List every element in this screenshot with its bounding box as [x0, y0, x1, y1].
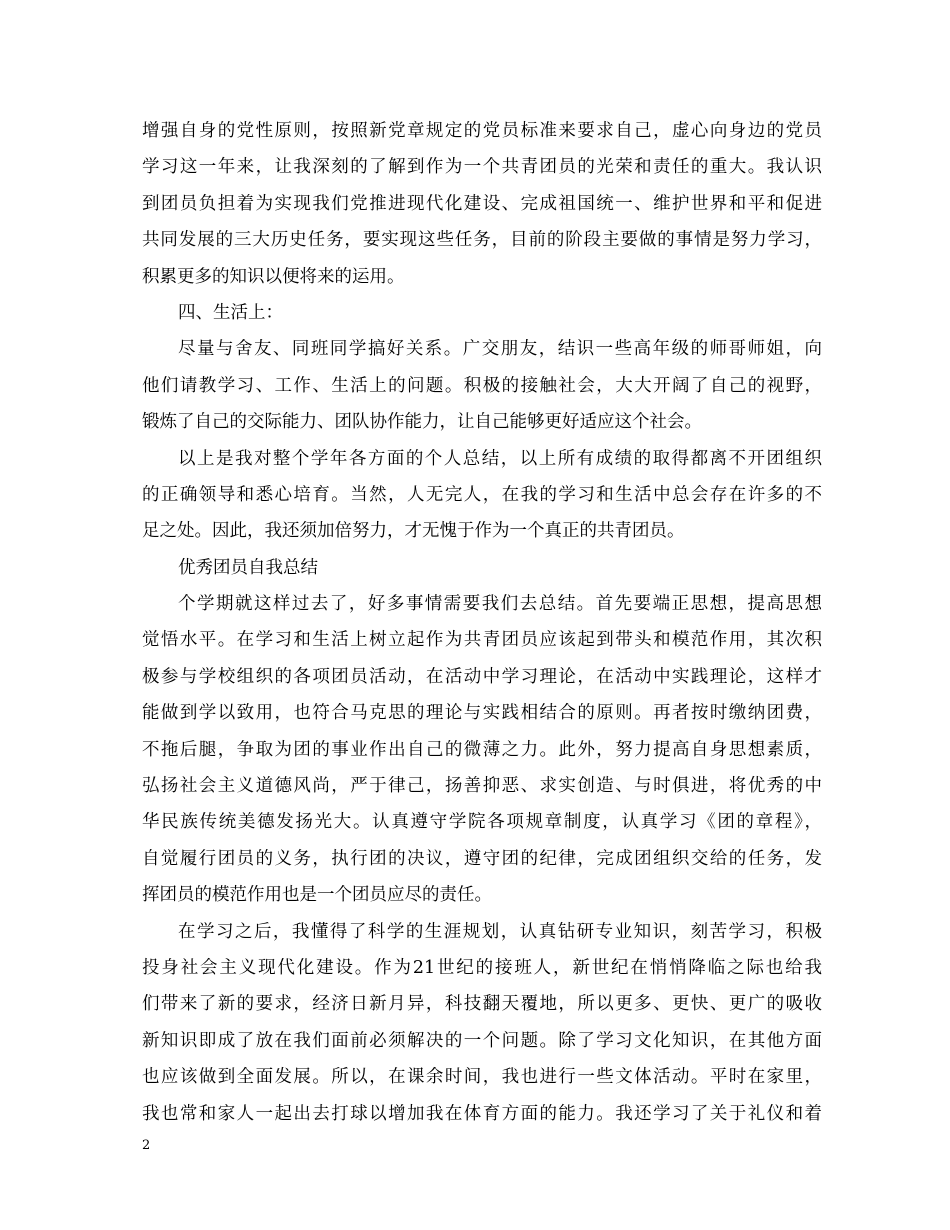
text-line: 个学期就这样过去了，好多事情需要我们去总结。首先要端正思想，提高思想 — [178, 594, 822, 615]
text-line: 我也常和家人一起出去打球以增加我在体育方面的能力。我还学习了关于礼仪和着 — [142, 1103, 822, 1124]
text-line: 到团员负担着为实现我们党推进现代化建设、完成祖国统一、维护世界和平和促进 — [142, 193, 822, 214]
text-line: 增强自身的党性原则，按照新党章规定的党员标准来要求自己，虚心向身边的党员 — [142, 121, 822, 141]
text-line: 投身社会主义现代化建设。作为21世纪的接班人，新世纪在悄悄降临之际也给我 — [142, 957, 822, 978]
text-line: 新知识即成了放在我们面前必须解决的一个问题。除了学习文化知识，在其他方面 — [142, 1030, 822, 1051]
document-body — [142, 113, 822, 1132]
text-line: 锻炼了自己的交际能力、团队协作能力，让自己能够更好适应这个社会。 — [142, 412, 702, 433]
text-line: 他们请教学习、工作、生活上的问题。积极的接触社会，大大开阔了自己的视野， — [142, 375, 822, 396]
text-line: 觉悟水平。在学习和生活上树立起作为共青团员应该起到带头和模范作用，其次积 — [142, 630, 822, 651]
section-heading: 四、生活上： — [178, 302, 283, 323]
text-line: 积累更多的知识以便将来的运用。 — [142, 266, 405, 287]
text-line: 弘扬社会主义道德风尚，严于律己，扬善抑恶、求实创造、与时俱进，将优秀的中 — [142, 776, 822, 797]
page-number: 2 — [142, 1138, 151, 1153]
text-line: 尽量与舍友、同班同学搞好关系。广交朋友，结识一些高年级的师哥师姐，向 — [178, 339, 822, 360]
text-line: 自觉履行团员的义务，执行团的决议，遵守团的纪律，完成团组织交给的任务，发 — [142, 848, 822, 869]
text-line: 不拖后腿，争取为团的事业作出自己的微薄之力。此外，努力提高自身思想素质， — [142, 739, 822, 760]
text-line: 也应该做到全面发展。所以，在课余时间，我也进行一些文体活动。平时在家里， — [142, 1067, 822, 1088]
text-line: 极参与学校组织的各项团员活动，在活动中学习理论，在活动中实践理论，这样才 — [142, 666, 822, 687]
text-line: 华民族传统美德发扬光大。认真遵守学院各项规章制度，认真学习《团的章程》， — [142, 812, 822, 833]
text-line: 学习这一年来，让我深刻的了解到作为一个共青团员的光荣和责任的重大。我认识 — [142, 157, 822, 178]
section-title: 优秀团员自我总结 — [178, 557, 318, 578]
text-line: 以上是我对整个学年各方面的个人总结，以上所有成绩的取得都离不开团组织 — [178, 448, 822, 469]
text-line: 足之处。因此，我还须加倍努力，才无愧于作为一个真正的共青团员。 — [142, 521, 685, 542]
text-line: 的正确领导和悉心培育。当然，人无完人，在我的学习和生活中总会存在许多的不 — [142, 484, 822, 505]
text-line: 共同发展的三大历史任务，要实现这些任务，目前的阶段主要做的事情是努力学习， — [142, 230, 822, 251]
text-line: 在学习之后，我懂得了科学的生涯规划，认真钻研专业知识，刻苦学习，积极 — [178, 921, 822, 942]
text-line: 们带来了新的要求，经济日新月异，科技翻天覆地，所以更多、更快、更广的吸收 — [142, 994, 822, 1015]
text-line: 挥团员的模范作用也是一个团员应尽的责任。 — [142, 885, 492, 906]
text-line: 能做到学以致用，也符合马克思的理论与实践相结合的原则。再者按时缴纳团费， — [142, 703, 822, 724]
